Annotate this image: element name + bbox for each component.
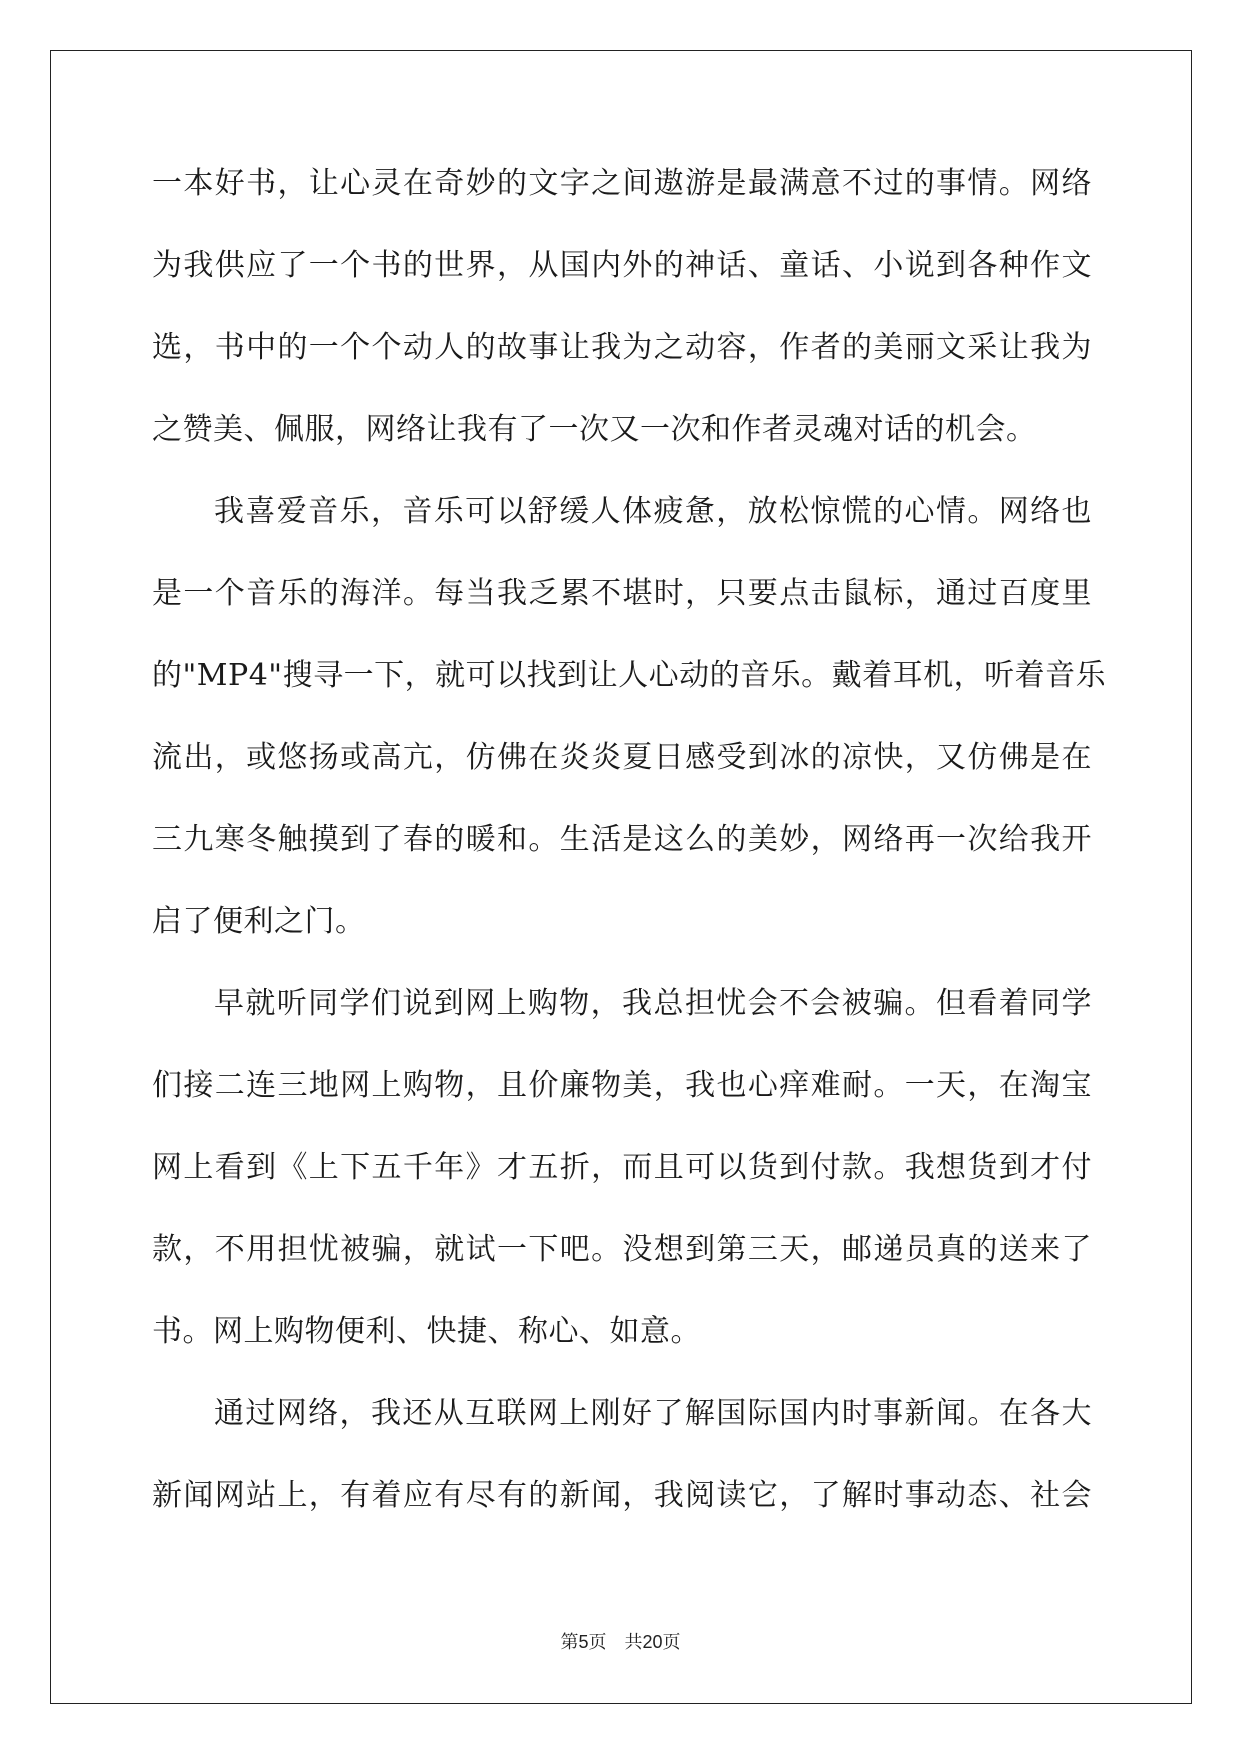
page-footer bbox=[0, 1630, 1241, 1655]
text-line: 流出，或悠扬或高亢，仿佛在炎炎夏日感受到冰的凉快，又仿佛是在 bbox=[152, 740, 1092, 775]
text-line: 一本好书，让心灵在奇妙的文字之间遨游是最满意不过的事情。网络 bbox=[152, 166, 1092, 201]
text-line: 款，不用担忧被骗，就试一下吧。没想到第三天，邮递员真的送来了 bbox=[152, 1232, 1092, 1267]
text-line: 的"MP4"搜寻一下，就可以找到让人心动的音乐。戴着耳机，听着音乐 bbox=[152, 658, 1107, 693]
text-line: 之赞美、佩服，网络让我有了一次又一次和作者灵魂对话的机会。 bbox=[152, 412, 1037, 447]
footer-prefix: 第 bbox=[560, 1632, 579, 1653]
text-line: 书。网上购物便利、快捷、称心、如意。 bbox=[152, 1314, 701, 1349]
current-page-number: 5 bbox=[578, 1632, 589, 1652]
text-line: 选，书中的一个个动人的故事让我为之动容，作者的美丽文采让我为 bbox=[152, 330, 1092, 365]
text-line: 是一个音乐的海洋。每当我乏累不堪时，只要点击鼠标，通过百度里 bbox=[152, 576, 1092, 611]
text-line: 启了便利之门。 bbox=[152, 904, 366, 939]
text-line: 新闻网站上，有着应有尽有的新闻，我阅读它，了解时事动态、社会 bbox=[152, 1478, 1092, 1513]
text-line: 早就听同学们说到网上购物，我总担忧会不会被骗。但看着同学 bbox=[214, 986, 1092, 1021]
text-line: 网上看到《上下五千年》才五折，而且可以货到付款。我想货到才付 bbox=[152, 1150, 1092, 1185]
text-line: 们接二连三地网上购物，且价廉物美，我也心痒难耐。一天，在淘宝 bbox=[152, 1068, 1092, 1103]
text-line: 三九寒冬触摸到了春的暖和。生活是这么的美妙，网络再一次给我开 bbox=[152, 822, 1092, 857]
total-page-count: 20 bbox=[642, 1632, 663, 1652]
footer-mid: 页 共 bbox=[588, 1632, 643, 1653]
document-body bbox=[152, 164, 1107, 1558]
text-line: 我喜爱音乐，音乐可以舒缓人体疲惫，放松惊慌的心情。网络也 bbox=[214, 494, 1092, 529]
text-line: 为我供应了一个书的世界，从国内外的神话、童话、小说到各种作文 bbox=[152, 248, 1092, 283]
text-line: 通过网络，我还从互联网上刚好了解国际国内时事新闻。在各大 bbox=[214, 1396, 1092, 1431]
footer-suffix: 页 bbox=[662, 1632, 681, 1653]
